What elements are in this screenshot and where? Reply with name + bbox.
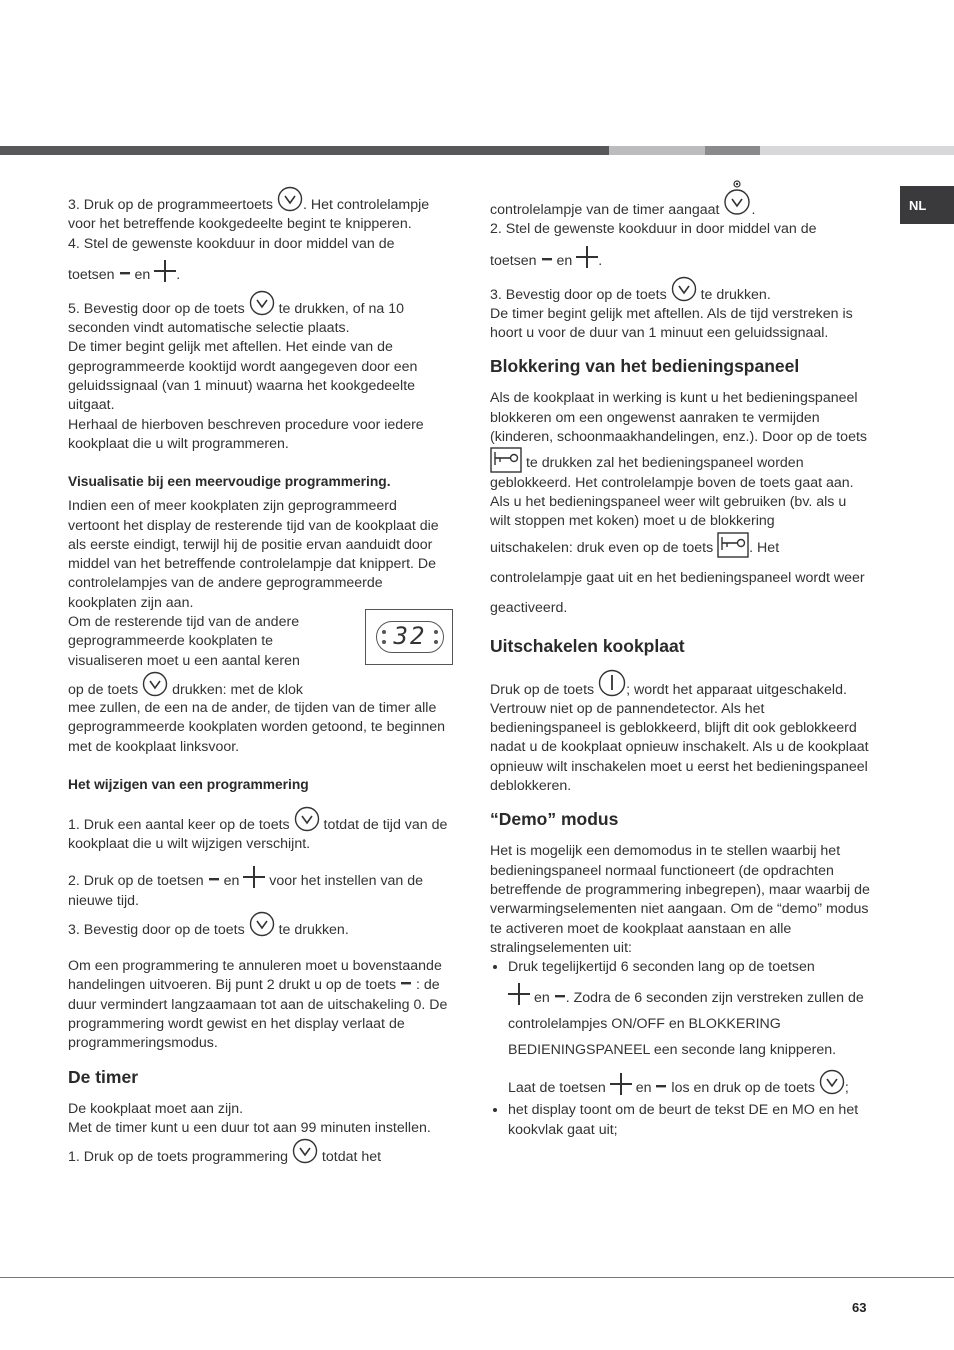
- timer-text-2: Met de timer kunt u een duur tot aan 99 minuten instellen.: [68, 1119, 431, 1136]
- minus-key-icon: [119, 270, 131, 282]
- clock-key-icon: [142, 671, 168, 697]
- timer-step-2-keys: toetsen en .: [490, 246, 870, 276]
- countdown-text: De timer begint gelijk met aftellen. Het einde van de geprogrammeerde kooktijd wordt aangegeven door een geluidssignaal (van 1 minuut) waarna het kookgedeelte uitgaat.: [68, 339, 418, 414]
- timer-key-icon: [723, 180, 751, 216]
- power-key-icon: [598, 669, 626, 697]
- language-tab: NL: [900, 186, 954, 224]
- header-bar-pale: [760, 146, 954, 155]
- timer-step-1: 1. Druk op de toets programmering totdat het: [68, 1138, 448, 1172]
- plus-key-icon: [610, 1073, 632, 1095]
- confirm-key-icon: [671, 276, 697, 302]
- timer-lamp-text: controlelampje van de timer aangaat .: [490, 180, 870, 220]
- timer-step-2: 2. Stel de gewenste kookduur in door middel van de: [490, 221, 817, 238]
- demo-list: [490, 958, 870, 1140]
- heading-timer: De timer: [68, 1066, 139, 1087]
- heading-change-programming: Het wijzigen van een programmering: [68, 776, 309, 792]
- change-step-2: 2. Druk op de toetsen en voor het instellen van de nieuwe tijd.: [68, 866, 448, 911]
- confirm-key-icon: [249, 290, 275, 316]
- header-bar-mid: [705, 146, 760, 155]
- cancel-text: Om een programmering te annuleren moet u bovenstaande handelingen uitvoeren. Bij punt 2 drukt u op de toets : de duur vermindert langzaamaan tot aan de uitschakeling 0. De programmering wordt gewist en het display verlaat de programmeringsmodus.: [68, 958, 448, 1052]
- minus-key-icon: [655, 1083, 667, 1095]
- lock-text-4: uitschakelen: druk even op de toets . Het controlelampje gaat uit en het bedieningspaneel wordt weer geactiveerd.: [490, 532, 870, 623]
- plus-key-icon: [243, 866, 265, 888]
- display-illustration: [365, 609, 453, 665]
- right-column: [490, 186, 870, 1140]
- timer-step-3: 3. Bevestig door op de toets te drukken.: [490, 276, 870, 305]
- step-4-set: 4. Stel de gewenste kookduur in door middel van de: [68, 235, 395, 252]
- program-key-icon: [292, 1138, 318, 1164]
- heading-multi-programming: Visualisatie bij een meervoudige programmering.: [68, 474, 391, 490]
- lock-key-icon: [490, 447, 522, 473]
- program-key-icon: [277, 186, 303, 212]
- change-step-1: 1. Druk een aantal keer op de toets totdat de tijd van de kookplaat die u wilt wijzigen verschijnt.: [68, 806, 448, 855]
- footer-divider: [0, 1277, 954, 1278]
- demo-list-item: • het display toont om de beurt de tekst DE en MO en het kookvlak gaat uit;: [508, 1101, 870, 1140]
- lock-text-2: te drukken zal het bedieningspaneel worden geblokkeerd. Het controlelampje boven de toets gaat aan.: [490, 447, 870, 493]
- left-column: [68, 186, 448, 1172]
- confirm-key-icon: [249, 911, 275, 937]
- demo-text: Het is mogelijk een demomodus in te stellen waarbij het bedieningspaneel normaal functioneert (de opdrachten betreffende de programmering inbegrepen), maar waarbij de verwarmingselementen niet aangaan. Om de “demo” modus te activeren moet de kookplaat aanstaan en alle stralingselementen uit:: [490, 843, 870, 956]
- multi-display-block: [68, 613, 448, 671]
- heading-switch-off: Uitschakelen kookplaat: [490, 635, 685, 656]
- lock-text-3: Als u het bedieningspaneel weer wilt gebruiken (bv. als u wilt stoppen met koken) moet u de blokkering: [490, 493, 847, 530]
- multi-text-2: Om de resterende tijd van de andere geprogrammeerde kookplaten te visualiseren moet u een aantal keren: [68, 614, 300, 669]
- multi-text-3: op de toets drukken: met de klok: [68, 671, 448, 705]
- lock-text-1: Als de kookplaat in werking is kunt u het bedieningspaneel blokkeren om een ongewenst aanraken te vermijden (kinderen, schoonmaakhandelingen, enz.). Door op de toets: [490, 390, 867, 446]
- minus-key-icon: [208, 876, 220, 888]
- timer-text-1: De kookplaat moet aan zijn.: [68, 1100, 244, 1117]
- step-4-keys: toetsen en .: [68, 260, 448, 290]
- multi-text-4: mee zullen, de een na de ander, de tijden van de timer alle geprogrammeerde kookplaten worden getoond, te beginnen met de kookplaat linksvoor.: [68, 699, 446, 755]
- switch-off-text: Druk op de toets ; wordt het apparaat uitgeschakeld. Vertrouw niet op de pannendetector. Als het bedieningspaneel is geblokkeerd, blijft dit ook geblokkeerd nadat u de kookplaat opnieuw inschakelt. Als u de kookplaat opnieuw wilt inschakelen moet u eerst het bedieningspaneel deblokkeren.: [490, 669, 870, 797]
- header-bar-dark: [0, 146, 609, 155]
- demo-list-item: • Druk tegelijkertijd 6 seconden lang op de toetsen en . Zodra de 6 seconden zijn verstreken zullen de controlelampjes ON/OFF en BLOKKERING BEDIENINGSPANEEL een seconde lang knipperen. Laat de toetsen en los en druk op de toets ;: [508, 958, 870, 1101]
- minus-key-icon: [400, 980, 412, 992]
- confirm-key-icon: [819, 1069, 845, 1095]
- minus-key-icon: [541, 256, 553, 268]
- plus-key-icon: [508, 983, 530, 1005]
- step-5-confirm: 5. Bevestig door op de toets te drukken, of na 10 seconden vindt automatische selectie plaats.: [68, 290, 448, 339]
- program-key-icon: [294, 806, 320, 832]
- plus-key-icon: [154, 260, 176, 282]
- heading-lock: Blokkering van het bedieningspaneel: [490, 356, 800, 377]
- multi-text-1: Indien een of meer kookplaten zijn geprogrammeerd vertoont het display de resterende tijd van de kookplaat die als eerste eindigt, terwijl hij de positie ervan aanduidt door middel van het betreffende controlelampje dat knippert. De controlelampjes van de andere geprogrammeerde kookplaten zijn aan.: [68, 498, 439, 611]
- plus-key-icon: [576, 246, 598, 268]
- change-step-3: 3. Bevestig door op de toets te drukken.: [68, 911, 448, 945]
- timer-countdown-text: De timer begint gelijk met aftellen. Als de tijd verstreken is hoort u voor de duur van 1 minuut een geluidssignaal.: [490, 305, 853, 342]
- header-bar-light: [609, 146, 705, 155]
- minus-key-icon: [554, 993, 566, 1005]
- repeat-text: Herhaal de hierboven beschreven procedure voor iedere kookplaat die u wilt programmeren.: [68, 416, 424, 452]
- step-3-program: 3. Druk op de programmeertoets . Het controlelampje voor het betreffende kookgedeelte begint te knipperen.: [68, 186, 448, 235]
- heading-demo: “Demo” modus: [490, 809, 619, 830]
- display-readout: 32: [376, 621, 444, 653]
- lock-key-icon: [717, 532, 749, 558]
- page-number: 63: [852, 1300, 867, 1315]
